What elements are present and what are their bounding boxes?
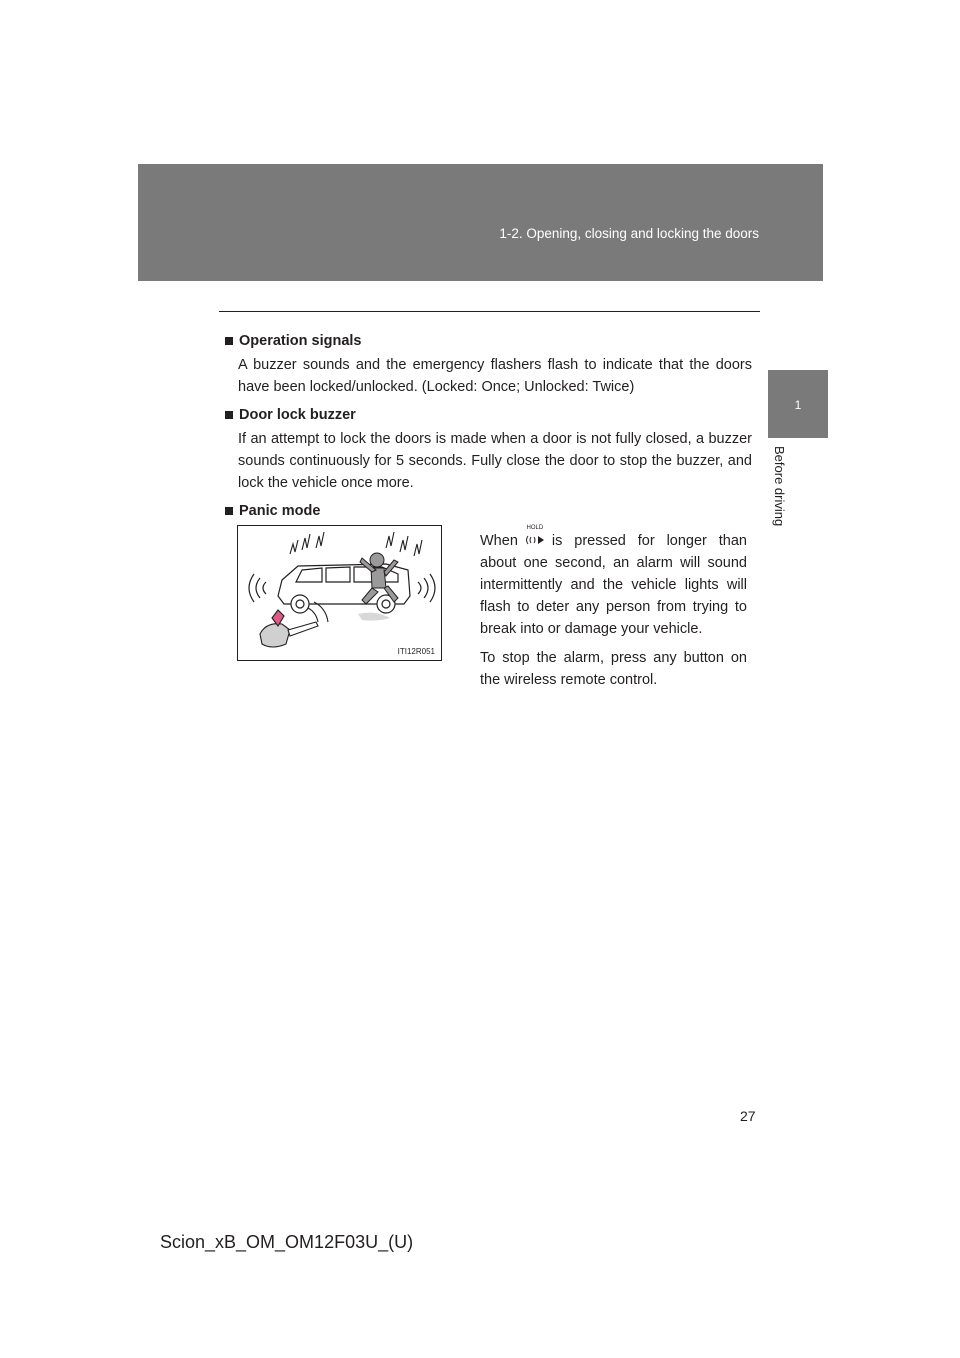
panic-mode-text xyxy=(480,525,747,698)
panic-button-icon xyxy=(524,525,546,549)
chapter-name: Before driving xyxy=(772,446,787,527)
section-heading-door-lock-buzzer xyxy=(224,404,752,426)
header-band xyxy=(138,164,823,281)
panic-text-after-icon: is pressed for longer than about one second, an alarm will sound intermittently and the vehicle lights will flash to deter any person from trying to break into or damage your vehicle. xyxy=(480,533,747,637)
heading-text: Panic mode xyxy=(239,503,321,519)
chapter-number: 1 xyxy=(794,398,802,412)
section-title: 1-2. Opening, closing and locking the doors xyxy=(499,226,759,241)
panic-paragraph-1 xyxy=(480,525,747,640)
section-heading-panic-mode xyxy=(224,500,752,522)
bullet-square-icon xyxy=(225,337,233,345)
page-number: 27 xyxy=(740,1108,756,1124)
section-body-door-lock-buzzer: If an attempt to lock the doors is made when a door is not fully closed, a buzzer sounds continuously for 5 seconds. Fully close the door to stop the buzzer, and lock the vehicle once more. xyxy=(238,431,752,491)
heading-text: Door lock buzzer xyxy=(239,407,356,423)
main-content xyxy=(224,330,752,522)
panic-mode-block xyxy=(237,525,759,695)
panic-text-before-icon: When xyxy=(480,533,518,549)
document-code: Scion_xB_OM_OM12F03U_(U) xyxy=(160,1232,414,1252)
chapter-tab[interactable] xyxy=(768,370,828,438)
alarm-sound-icon xyxy=(525,534,545,546)
figure-code: ITI12R051 xyxy=(397,647,435,656)
panic-paragraph-2: To stop the alarm, press any button on the wireless remote control. xyxy=(480,650,747,688)
hold-label: HOLD xyxy=(526,525,544,531)
bullet-square-icon xyxy=(225,411,233,419)
bullet-square-icon xyxy=(225,507,233,515)
panic-mode-illustration xyxy=(237,525,442,661)
car-alarm-illustration xyxy=(238,526,443,662)
chapter-name-wrap xyxy=(772,446,792,556)
section-body-operation-signals: A buzzer sounds and the emergency flashers flash to indicate that the doors have been locked/unlocked. (Locked: Once; Unlocked: Twice) xyxy=(238,357,752,395)
section-heading-operation-signals xyxy=(224,330,752,352)
section-divider xyxy=(219,311,760,312)
heading-text: Operation signals xyxy=(239,333,362,349)
